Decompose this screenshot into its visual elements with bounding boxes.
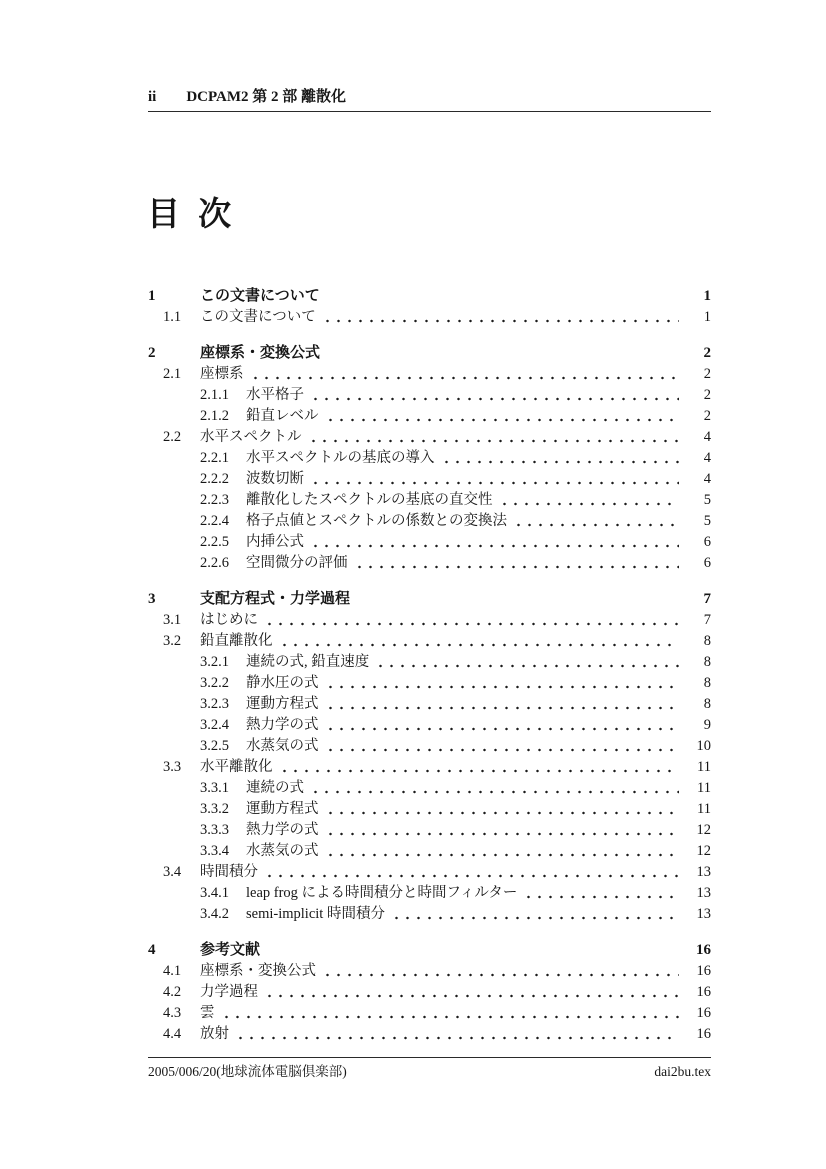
toc-entry-page: 16 [696,942,711,958]
toc-entry-number: 3.3.4 [200,843,229,859]
toc-entry-number: 4 [148,942,156,958]
toc-entry [148,427,711,448]
toc-dot-leader [262,862,679,883]
toc-entry-page: 13 [696,864,711,880]
toc-entry [148,820,711,841]
toc-entry-label: 座標系・変換公式 [200,963,316,979]
header-page-number: ii [148,89,157,105]
page-title: 目 次 [147,195,233,232]
toc-entry-number: 4.1 [163,963,182,979]
toc-entry-number: 2.1 [163,366,182,382]
toc-dot-leader [324,341,679,364]
toc-entry-page: 12 [696,822,711,838]
toc-entry-number: 2.2.6 [200,555,229,571]
toc-dot-leader [323,406,680,427]
toc-entry [148,652,711,673]
toc-entry-number: 3 [148,591,156,607]
toc-dot-leader [323,715,680,736]
toc-entry-label: 運動方程式 [246,696,319,712]
toc-entry-label: 内挿公式 [246,534,304,550]
toc-entry [148,385,711,406]
toc-entry-number: 1 [148,288,156,304]
toc-entry-page: 1 [703,309,711,325]
toc-entry-number: 3.1 [163,612,182,628]
toc-entry [148,341,711,364]
toc-entry-label: 水平格子 [246,387,304,403]
toc-entry-label: 連続の式 [246,780,304,796]
toc-entry-page: 16 [696,963,711,979]
toc-dot-leader [308,469,679,490]
toc-entry-number: 3.4 [163,864,182,880]
page-footer [148,1057,711,1080]
toc-entry [148,364,711,385]
toc-entry-label: leap frog による時間積分と時間フィルター [246,885,518,901]
toc-entry-page: 16 [696,1026,711,1042]
toc-entry-page: 11 [697,801,711,817]
toc-entry-number: 2.2 [163,429,182,445]
toc-entry-label: この文書について [200,287,320,304]
toc-entry-number: 3.3.1 [200,780,229,796]
toc-entry-page: 7 [703,612,711,628]
toc-entry-page: 2 [703,345,711,361]
toc-dot-leader [323,841,680,862]
toc-entry-number: 3.3.3 [200,822,229,838]
toc-entry-label: 時間積分 [200,864,258,880]
toc-entry-label: 雲 [200,1005,215,1021]
toc-entry-page: 11 [697,759,711,775]
toc-entry-label: はじめに [200,612,258,628]
toc-entry-number: 2.2.2 [200,471,229,487]
toc-entry-number: 2 [148,345,156,361]
toc-entry [148,490,711,511]
toc-dot-leader [521,883,679,904]
toc-entry-label: 空間微分の評価 [246,555,348,571]
toc-entry-number: 3.3.2 [200,801,229,817]
toc-entry-label: 支配方程式・力学過程 [200,590,351,607]
toc-dot-leader [308,532,679,553]
toc-entry-page: 12 [696,843,711,859]
toc-entry-number: 2.1.1 [200,387,229,403]
toc-entry [148,448,711,469]
toc-entry [148,553,711,574]
toc-entry-number: 3.3 [163,759,182,775]
toc-entry-page: 6 [703,534,711,550]
toc-entry-label: 鉛直レベル [246,408,319,424]
toc-dot-leader [248,364,680,385]
toc-entry [148,284,711,307]
toc-entry-page: 4 [703,450,711,466]
toc-dot-leader [233,1024,679,1045]
toc-dot-leader [323,736,680,757]
toc-entry [148,694,711,715]
toc-entry-number: 4.3 [163,1005,182,1021]
toc-dot-leader [277,757,680,778]
toc-entry-page: 10 [696,738,711,754]
toc-dot-leader [354,587,679,610]
toc-dot-leader [264,938,679,961]
toc-entry-number: 2.1.2 [200,408,229,424]
toc-dot-leader [439,448,680,469]
toc-entry-number: 2.2.1 [200,450,229,466]
toc-dot-leader [497,490,680,511]
toc-entry [148,778,711,799]
toc-dot-leader [324,284,679,307]
toc-entry-page: 4 [703,429,711,445]
toc-entry-number: 3.4.2 [200,906,229,922]
toc-entry-label: 静水圧の式 [246,675,319,691]
toc-dot-leader [323,694,680,715]
toc-entry-page: 13 [696,885,711,901]
toc-entry-label: 水蒸気の式 [246,843,319,859]
toc-entry [148,307,711,328]
toc-entry-page: 8 [703,675,711,691]
toc-entry-page: 5 [703,492,711,508]
toc-entry [148,799,711,820]
toc-entry [148,841,711,862]
toc-entry-label: 格子点値とスペクトルの係数との変換法 [246,513,507,529]
toc-entry-page: 7 [703,591,711,607]
toc-entry-page: 6 [703,555,711,571]
toc-entry-page: 8 [703,696,711,712]
toc-entry-page: 11 [697,780,711,796]
toc-entry [148,904,711,925]
toc-entry-label: 水平スペクトル [200,429,302,445]
toc-entry [148,715,711,736]
toc-dot-leader [308,385,679,406]
toc-list [148,284,711,1045]
toc-entry-page: 2 [703,366,711,382]
toc-dot-leader [262,610,679,631]
toc-entry-number: 4.2 [163,984,182,1000]
toc-dot-leader [306,427,680,448]
toc-entry-page: 5 [703,513,711,529]
toc-entry-page: 2 [703,387,711,403]
toc-entry-page: 4 [703,471,711,487]
toc-entry [148,757,711,778]
toc-entry-label: 水蒸気の式 [246,738,319,754]
toc-entry-number: 3.2.5 [200,738,229,754]
toc-entry-label: 座標系 [200,366,244,382]
toc-entry-number: 2.2.4 [200,513,229,529]
toc-entry-label: 座標系・変換公式 [200,344,321,361]
toc-entry-page: 9 [703,717,711,733]
toc-dot-leader [308,778,679,799]
toc-entry-number: 3.2 [163,633,182,649]
toc-entry-number: 3.2.4 [200,717,229,733]
toc-dot-leader [373,652,679,673]
toc-entry [148,406,711,427]
toc-entry [148,1003,711,1024]
toc-dot-leader [323,820,680,841]
toc-entry [148,511,711,532]
toc-entry-label: 水平離散化 [200,759,273,775]
toc-entry [148,862,711,883]
toc-entry-label: 力学過程 [200,984,258,1000]
toc-dot-leader [219,1003,680,1024]
toc-dot-leader [320,307,679,328]
toc-entry-number: 3.2.1 [200,654,229,670]
toc-entry-label: semi-implicit 時間積分 [246,906,385,922]
toc-entry-label: 放射 [200,1026,229,1042]
toc-entry-number: 3.4.1 [200,885,229,901]
toc-entry-number: 2.2.3 [200,492,229,508]
toc-entry [148,610,711,631]
toc-entry [148,961,711,982]
footer-date-attribution: 2005/006/20(地球流体電脳倶楽部) [148,1064,347,1079]
toc-entry-number: 1.1 [163,309,182,325]
toc-entry-label: 熱力学の式 [246,717,319,733]
toc-entry-label: 離散化したスペクトルの基底の直交性 [246,492,493,508]
header-document-title: DCPAM2 第 2 部 離散化 [186,89,347,105]
toc-entry-number: 3.2.2 [200,675,229,691]
toc-entry-label: 連続の式, 鉛直速度 [246,654,370,670]
toc-entry [148,532,711,553]
toc-entry [148,736,711,757]
toc-entry-label: 波数切断 [246,471,304,487]
toc-entry [148,982,711,1003]
toc-dot-leader [262,982,679,1003]
toc-dot-leader [352,553,680,574]
toc-entry-label: 熱力学の式 [246,822,319,838]
toc-entry-page: 1 [703,288,711,304]
footer-filename: dai2bu.tex [654,1064,711,1079]
toc-entry [148,1024,711,1045]
toc-entry-number: 3.2.3 [200,696,229,712]
toc-entry-page: 2 [703,408,711,424]
toc-entry-number: 2.2.5 [200,534,229,550]
toc-dot-leader [323,673,680,694]
toc-entry-label: 参考文献 [200,941,261,958]
toc-dot-leader [511,511,679,532]
toc-entry [148,673,711,694]
toc-entry [148,587,711,610]
toc-dot-leader [277,631,680,652]
toc-entry-number: 4.4 [163,1026,182,1042]
toc-entry [148,938,711,961]
toc-entry [148,883,711,904]
toc-entry-label: 鉛直離散化 [200,633,273,649]
toc-dot-leader [323,799,680,820]
toc-entry-page: 16 [696,1005,711,1021]
toc-entry-label: この文書について [200,309,316,325]
toc-dot-leader [389,904,679,925]
toc-entry-page: 8 [703,654,711,670]
toc-dot-leader [320,961,679,982]
toc-entry-page: 13 [696,906,711,922]
toc-entry [148,631,711,652]
toc-entry [148,469,711,490]
page-header [148,88,711,112]
toc-entry-label: 運動方程式 [246,801,319,817]
toc-entry-page: 16 [696,984,711,1000]
toc-entry-label: 水平スペクトルの基底の導入 [246,450,435,466]
toc-entry-page: 8 [703,633,711,649]
